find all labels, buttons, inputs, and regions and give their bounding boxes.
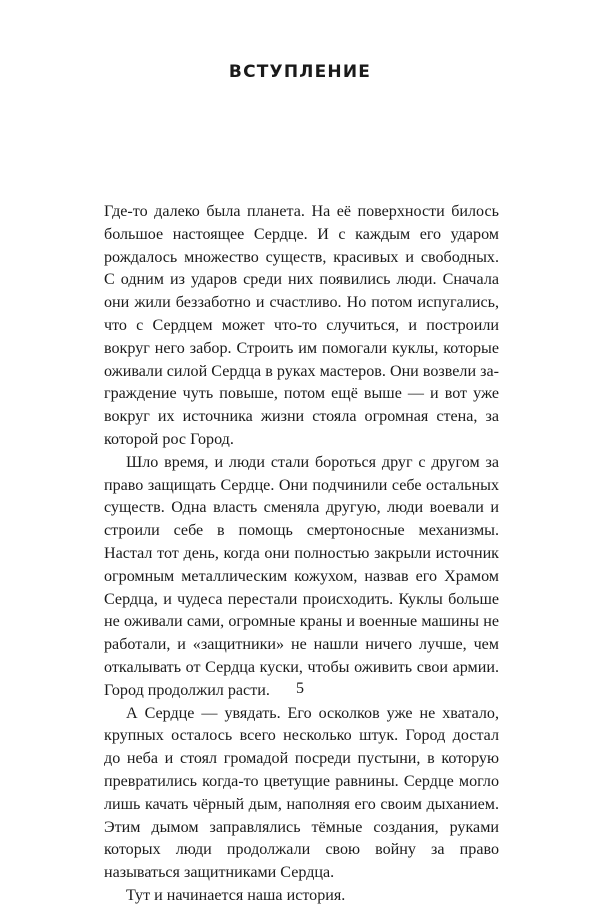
- paragraph-3: А Сердце — увядать. Его осколков уже не хватало, крупных осталось всего несколько штук. Город достал до неба и стоял громадой посреди пустыни, в которую превратились когда-то цветущие равнины. Сердце могло лишь качать чёрный дым, наполняя его своим дыханием. Этим дымом заправлялись тёмные создания, руками которых люди продолжали свою войну за право называться защитниками Сердца.: [104, 704, 499, 882]
- paragraph-4: Тут и начинается наша история.: [126, 886, 346, 904]
- paragraph-1: Где-то далеко была планета. На её поверхности билось большое настоящее Сердце. И с каждым его ударом рождалось множество существ, красивых и свободных. С одним из ударов среди них появились люди. Сначала они жили беззаботно и счастливо. Но потом испугались, что с Сердцем может что-то случиться, и построили вокруг него забор. Строить им помогали куклы, которые оживали силой Сердца в руках мастеров. Они возвели заграждение чуть повыше, потом ещё выше — и вот уже вокруг их источника жизни стояла огромная стена, за которой рос Город.: [104, 203, 499, 448]
- chapter-title: ВСТУПЛЕНИЕ: [228, 62, 372, 82]
- page-number: 5: [296, 680, 304, 697]
- paragraph-2: Шло время, и люди стали бороться друг с другом за право защищать Сердце. Они подчинили себе остальных существ. Одна власть сменяла другую, люди воевали и строили себе в помощь смертоносные механизмы. Настал тот день, когда они полностью закрыли источник огромным металлическим кожухом, назвав его Храмом Сердца, и чудеса перестали происходить. Куклы больше не оживали сами, огромные краны и военные машины не работали, и «защитники» не нашли ничего лучше, чем откалывать от Сердца куски, чтобы оживить свои армии. Город продолжил расти.: [104, 453, 499, 699]
- body-text: [104, 201, 499, 908]
